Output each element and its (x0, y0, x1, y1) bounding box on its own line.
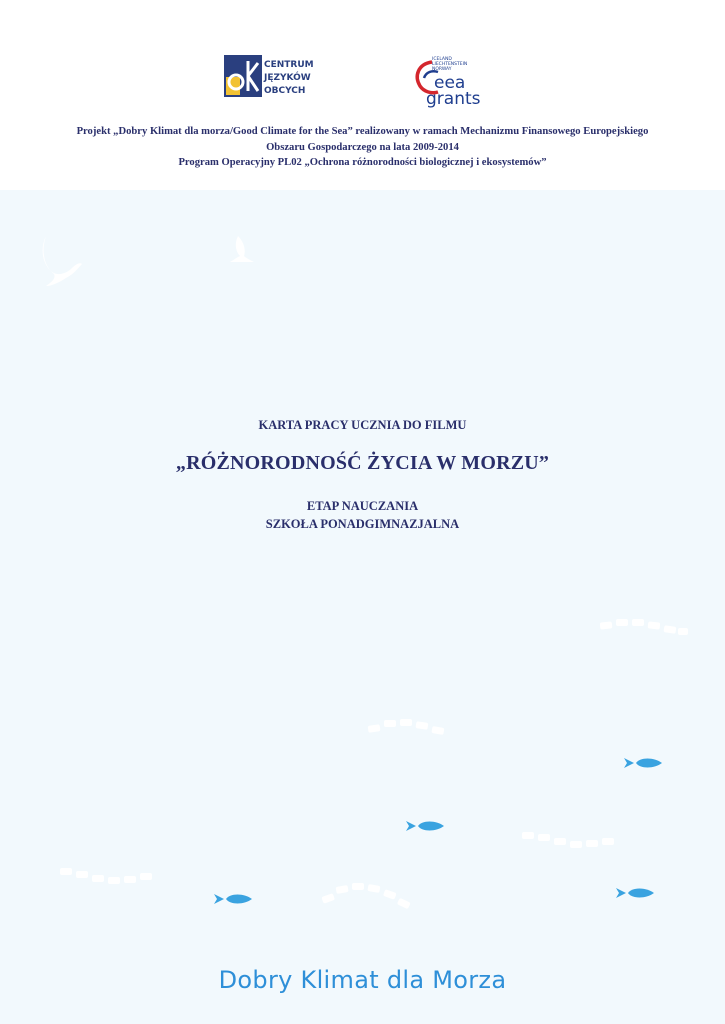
fish-icon (406, 821, 444, 831)
ck-logo-line2: JĘZYKÓW (264, 73, 311, 83)
stage-line-2: SZKOŁA PONADGIMNAZJALNA (265, 517, 460, 531)
project-line-3: Program Operacyjny PL02 „Ochrona różnorodności biologicznej i ekosystemów” (178, 157, 547, 168)
svg-text:ICELAND: ICELAND (432, 57, 452, 62)
fish-icon (214, 894, 252, 904)
stage-line-1: ETAP NAUCZANIA (306, 499, 419, 513)
svg-text:LIECHTENSTEIN: LIECHTENSTEIN (432, 62, 468, 67)
svg-text:NORWAY: NORWAY (432, 67, 452, 72)
footer-title: Dobry Klimat dla Morza (218, 966, 507, 994)
fish-icon (616, 888, 654, 898)
worksheet-kicker: KARTA PRACY UCZNIA DO FILMU (258, 418, 467, 432)
wave-dashes (60, 619, 688, 909)
svg-text:grants: grants (426, 89, 481, 109)
fish-icon (624, 758, 662, 768)
project-line-1: Projekt „Dobry Klimat dla morza/Good Climate for the Sea” realizowany w ramach Mechanizmu Finansowego Europejskiego (76, 126, 649, 137)
project-line-2: Obszaru Gospodarczego na lata 2009-2014 (266, 141, 459, 153)
svg-text:eea: eea (434, 73, 466, 93)
ck-logo-line1: CENTRUM (264, 60, 314, 70)
page-title: „RÓŻNORODNOŚĆ ŻYCIA W MORZU” (175, 452, 550, 474)
ck-logo-line3: OBCYCH (264, 86, 306, 96)
